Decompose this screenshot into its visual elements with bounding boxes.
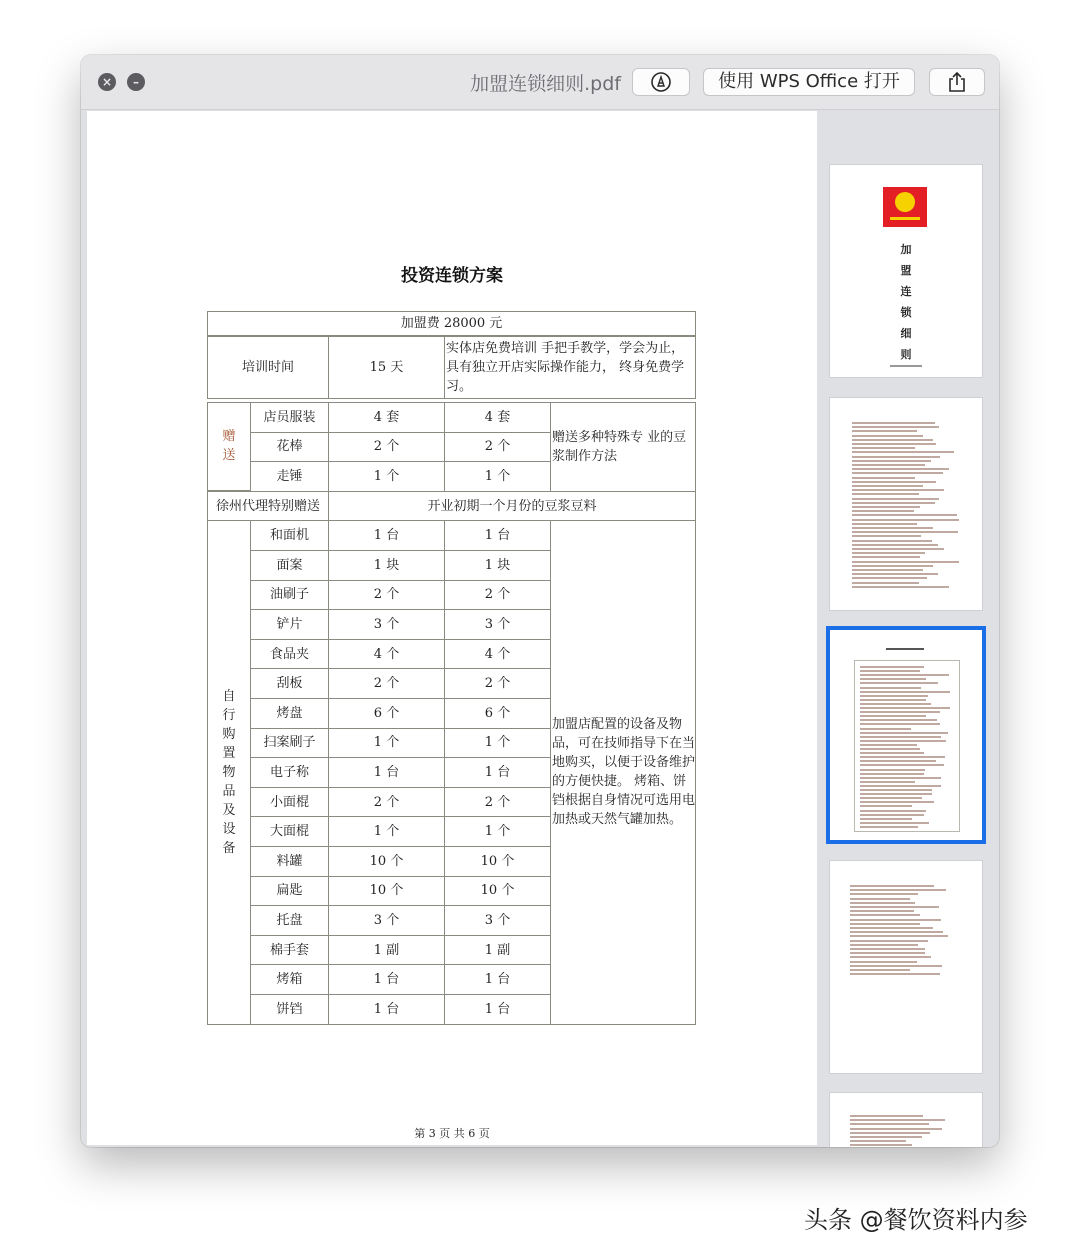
thumbnail-line bbox=[852, 514, 957, 516]
equipment-qty: 1 台 bbox=[444, 964, 551, 995]
gift-item-name: 店员服装 bbox=[250, 402, 329, 433]
thumbnail-line bbox=[860, 723, 940, 725]
thumbnail-line bbox=[852, 582, 919, 584]
equipment-qty: 1 台 bbox=[328, 994, 445, 1025]
thumbnail-line bbox=[850, 973, 940, 975]
equipment-qty: 2 个 bbox=[328, 668, 445, 699]
equipment-name: 烤箱 bbox=[250, 964, 329, 995]
thumbnail-line bbox=[850, 944, 918, 946]
thumbnail-line bbox=[852, 451, 954, 453]
gift-group-label bbox=[207, 402, 251, 491]
gift-item-qty: 1 个 bbox=[444, 461, 551, 492]
thumbnail-line bbox=[852, 556, 920, 558]
open-with-wps-button[interactable]: 使用 WPS Office 打开 bbox=[703, 68, 915, 96]
vertical-label-char: 赠 bbox=[222, 429, 236, 445]
thumbnail-line bbox=[860, 822, 929, 824]
equipment-qty: 10 个 bbox=[328, 876, 445, 907]
thumbnail-line bbox=[860, 703, 931, 705]
thumbnail-line bbox=[860, 773, 924, 775]
thumbnail-line bbox=[860, 818, 912, 820]
vertical-label-char: 备 bbox=[222, 840, 236, 856]
thumbnail-line bbox=[850, 961, 917, 963]
equipment-name: 小面棍 bbox=[250, 787, 329, 818]
gift-item-qty: 2 个 bbox=[444, 432, 551, 463]
thumbnail-title-char: 盟 bbox=[900, 264, 912, 277]
vertical-label-char: 购 bbox=[222, 726, 236, 742]
markup-pen-icon bbox=[650, 71, 672, 93]
equipment-name: 面案 bbox=[250, 550, 329, 581]
equipment-qty: 1 台 bbox=[328, 757, 445, 788]
equipment-qty: 2 个 bbox=[444, 580, 551, 611]
equipment-qty: 1 个 bbox=[328, 816, 445, 847]
thumbnail-line bbox=[852, 548, 944, 550]
vertical-label-char: 行 bbox=[222, 707, 236, 723]
self-group-label bbox=[207, 520, 251, 1024]
close-icon[interactable]: × bbox=[98, 73, 116, 91]
equipment-name: 油刷子 bbox=[250, 580, 329, 611]
vertical-label-char: 物 bbox=[222, 764, 236, 780]
thumbnail-line bbox=[860, 826, 918, 828]
thumbnail-line bbox=[860, 728, 911, 730]
thumbnail-line bbox=[852, 506, 920, 508]
thumbnail-line bbox=[852, 498, 939, 500]
window-title: 加盟连锁细则.pdf bbox=[470, 73, 621, 95]
vertical-label-char: 品 bbox=[222, 783, 236, 799]
thumbnail-line bbox=[852, 523, 917, 525]
thumbnail-line bbox=[860, 764, 944, 766]
thumbnail-line bbox=[860, 769, 925, 771]
equipment-qty: 3 个 bbox=[444, 905, 551, 936]
thumbnail-title-char: 连 bbox=[900, 285, 912, 298]
thumbnail-line bbox=[852, 535, 921, 537]
thumbnail-sidebar[interactable] bbox=[825, 109, 999, 1147]
thumbnail-line bbox=[860, 678, 926, 680]
gift-item-name: 走锤 bbox=[250, 461, 329, 492]
vertical-label-char: 设 bbox=[222, 821, 236, 837]
gift-item-qty: 1 个 bbox=[328, 461, 445, 492]
xuzhou-label: 徐州代理特别赠送 bbox=[207, 491, 329, 522]
thumbnail-line bbox=[852, 426, 939, 428]
thumbnail-page-2[interactable] bbox=[830, 398, 982, 610]
equipment-name: 扁匙 bbox=[250, 876, 329, 907]
thumbnail-line bbox=[850, 948, 925, 950]
thumbnail-line bbox=[860, 756, 945, 758]
thumbnail-page-3[interactable] bbox=[830, 630, 982, 840]
vertical-label-char: 及 bbox=[222, 802, 236, 818]
thumbnail-line bbox=[850, 923, 920, 925]
document-title: 投资连锁方案 bbox=[401, 266, 503, 286]
share-button[interactable] bbox=[929, 68, 985, 96]
thumbnail-line bbox=[852, 577, 927, 579]
thumbnail-line bbox=[860, 752, 924, 754]
thumbnail-line bbox=[850, 898, 910, 900]
equipment-name: 刮板 bbox=[250, 668, 329, 699]
thumbnail-line bbox=[852, 485, 923, 487]
thumbnail-line bbox=[860, 695, 928, 697]
thumbnail-line bbox=[860, 674, 949, 676]
equipment-qty: 1 副 bbox=[328, 935, 445, 966]
thumbnail-line bbox=[850, 1136, 922, 1138]
equipment-qty: 10 个 bbox=[328, 846, 445, 877]
thumbnail-line bbox=[850, 969, 910, 971]
equipment-qty: 3 个 bbox=[328, 905, 445, 936]
thumbnail-line bbox=[860, 814, 924, 816]
equipment-name: 扫案刷子 bbox=[250, 728, 329, 759]
thumbnail-title-char: 细 bbox=[900, 327, 912, 340]
equipment-name: 食品夹 bbox=[250, 639, 329, 670]
thumbnail-line bbox=[852, 422, 935, 424]
thumbnail-line bbox=[850, 914, 920, 916]
equipment-qty: 1 个 bbox=[444, 816, 551, 847]
thumbnail-line bbox=[860, 781, 915, 783]
thumbnail-line bbox=[850, 935, 948, 937]
thumbnail-line bbox=[860, 699, 926, 701]
thumbnail-line bbox=[850, 919, 941, 921]
training-description: 实体店免费培训 手把手教学，学会为止， 具有独立开店实际操作能力， 终身免费学习。 bbox=[444, 336, 696, 399]
thumbnail-line bbox=[850, 889, 946, 891]
thumbnail-line bbox=[860, 810, 926, 812]
equipment-qty: 3 个 bbox=[444, 609, 551, 640]
thumbnail-line bbox=[852, 489, 944, 491]
vertical-label-char: 置 bbox=[222, 745, 236, 761]
thumbnail-line bbox=[850, 1115, 923, 1117]
thumbnail-title-char: 锁 bbox=[900, 306, 912, 319]
gift-item-qty: 4 套 bbox=[444, 402, 551, 433]
equipment-qty: 1 块 bbox=[328, 550, 445, 581]
thumbnail-line bbox=[852, 439, 933, 441]
equipment-qty: 4 个 bbox=[444, 639, 551, 670]
thumbnail-line bbox=[860, 711, 940, 713]
thumbnail-line bbox=[850, 893, 918, 895]
thumbnail-line bbox=[850, 927, 933, 929]
thumbnail-line bbox=[852, 447, 915, 449]
equipment-qty: 1 台 bbox=[444, 994, 551, 1025]
equipment-qty: 10 个 bbox=[444, 846, 551, 877]
thumbnail-line bbox=[860, 707, 950, 709]
thumbnail-line bbox=[860, 666, 924, 668]
thumbnail-line bbox=[852, 519, 959, 521]
thumbnail-line bbox=[850, 910, 914, 912]
thumbnail-line bbox=[852, 435, 923, 437]
thumbnail-line bbox=[850, 931, 943, 933]
thumbnail-line bbox=[860, 682, 938, 684]
thumbnail-line bbox=[860, 744, 917, 746]
thumbnail-line bbox=[852, 468, 949, 470]
equipment-name: 铲片 bbox=[250, 609, 329, 640]
equipment-name: 烤盘 bbox=[250, 698, 329, 729]
training-label: 培训时间 bbox=[207, 336, 329, 399]
thumbnail-line bbox=[852, 502, 935, 504]
equipment-qty: 1 个 bbox=[328, 728, 445, 759]
gift-item-qty: 2 个 bbox=[328, 432, 445, 463]
equipment-qty: 1 台 bbox=[444, 757, 551, 788]
thumbnail-line bbox=[860, 760, 936, 762]
equipment-name: 电子称 bbox=[250, 757, 329, 788]
training-duration: 15 天 bbox=[328, 336, 445, 399]
equipment-qty: 10 个 bbox=[444, 876, 551, 907]
thumbnail-line bbox=[852, 527, 933, 529]
fee-row: 加盟费 28000 元 bbox=[207, 311, 696, 336]
share-icon bbox=[947, 71, 967, 93]
vertical-label-char: 自 bbox=[222, 688, 236, 704]
equipment-qty: 2 个 bbox=[328, 580, 445, 611]
watermark: 头条 @餐饮资料内参 bbox=[804, 1206, 1028, 1234]
thumbnail-line bbox=[852, 531, 958, 533]
equipment-qty: 1 副 bbox=[444, 935, 551, 966]
equipment-qty: 2 个 bbox=[444, 668, 551, 699]
thumbnail-line bbox=[860, 777, 941, 779]
xuzhou-value: 开业初期一个月份的豆浆豆料 bbox=[328, 491, 696, 522]
equipment-name: 饼铛 bbox=[250, 994, 329, 1025]
thumbnail-line bbox=[852, 544, 938, 546]
equipment-name: 和面机 bbox=[250, 520, 329, 551]
equipment-note: 加盟店配置的设备及物品，可在技师指导下在当地购买，以便于设备维护的方便快捷。 烤箱、饼铛根据自身情况可选用电加热或天然气罐加热。 bbox=[550, 520, 696, 1024]
thumbnail-line bbox=[852, 493, 919, 495]
thumbnail-line bbox=[850, 906, 939, 908]
thumbnail-line bbox=[850, 1144, 912, 1146]
equipment-name: 托盘 bbox=[250, 905, 329, 936]
pdf-preview-window bbox=[81, 55, 999, 1147]
equipment-qty: 1 个 bbox=[444, 728, 551, 759]
equipment-qty: 2 个 bbox=[444, 787, 551, 818]
thumbnail-line bbox=[850, 1132, 930, 1134]
thumbnail-line bbox=[852, 456, 940, 458]
thumbnail-line bbox=[852, 510, 914, 512]
gift-item-qty: 4 套 bbox=[328, 402, 445, 433]
thumbnail-line bbox=[860, 736, 941, 738]
thumbnail-line bbox=[852, 472, 943, 474]
equipment-name: 大面棍 bbox=[250, 816, 329, 847]
thumbnail-line bbox=[850, 940, 928, 942]
thumbnail-title-char: 加 bbox=[900, 243, 912, 256]
thumbnail-line bbox=[852, 561, 959, 563]
thumbnail-line bbox=[860, 732, 948, 734]
thumbnail-line bbox=[852, 464, 925, 466]
equipment-name: 棉手套 bbox=[250, 935, 329, 966]
thumbnail-line bbox=[850, 1119, 945, 1121]
thumbnail-title bbox=[830, 239, 982, 365]
equipment-qty: 2 个 bbox=[328, 787, 445, 818]
equipment-qty: 6 个 bbox=[328, 698, 445, 729]
thumbnail-line bbox=[852, 586, 949, 588]
equipment-qty: 1 块 bbox=[444, 550, 551, 581]
thumbnail-line bbox=[860, 719, 937, 721]
thumbnail-line bbox=[860, 687, 921, 689]
thumbnail-line bbox=[860, 801, 934, 803]
thumbnail-line bbox=[850, 1123, 929, 1125]
thumbnail-line bbox=[852, 430, 917, 432]
equipment-qty: 3 个 bbox=[328, 609, 445, 640]
gift-item-name: 花棒 bbox=[250, 432, 329, 463]
brand-logo bbox=[883, 187, 927, 227]
thumbnail-line bbox=[860, 793, 932, 795]
markup-button[interactable] bbox=[632, 68, 690, 96]
pdf-page bbox=[87, 111, 817, 1145]
thumbnail-line bbox=[852, 540, 932, 542]
thumbnail-page-1[interactable] bbox=[830, 165, 982, 377]
equipment-qty: 4 个 bbox=[328, 639, 445, 670]
thumbnail-line bbox=[852, 565, 933, 567]
thumbnail-line bbox=[850, 902, 915, 904]
thumbnail-line bbox=[860, 715, 926, 717]
thumbnail-line bbox=[860, 691, 950, 693]
thumbnail-page-5[interactable] bbox=[830, 1093, 982, 1147]
equipment-name: 料罐 bbox=[250, 846, 329, 877]
thumbnail-line bbox=[852, 481, 936, 483]
thumbnail-line bbox=[852, 477, 915, 479]
thumbnail-line bbox=[852, 552, 925, 554]
equipment-qty: 6 个 bbox=[444, 698, 551, 729]
thumbnail-page-4[interactable] bbox=[830, 861, 982, 1073]
page-footer: 第 3 页 共 6 页 bbox=[414, 1127, 490, 1140]
thumbnail-line bbox=[852, 569, 923, 571]
thumbnail-line bbox=[860, 748, 920, 750]
thumbnail-line bbox=[850, 952, 925, 954]
thumbnail-title-char: 则 bbox=[900, 348, 912, 361]
equipment-qty: 1 台 bbox=[328, 964, 445, 995]
thumbnail-line bbox=[860, 670, 920, 672]
thumbnail-line bbox=[850, 885, 934, 887]
thumbnail-line bbox=[852, 443, 936, 445]
thumbnail-line bbox=[850, 1140, 906, 1142]
vertical-label-char: 送 bbox=[222, 448, 236, 464]
thumbnail-line bbox=[850, 956, 931, 958]
thumbnail-line bbox=[860, 805, 912, 807]
thumbnail-line bbox=[860, 740, 946, 742]
thumbnail-line bbox=[860, 797, 922, 799]
thumbnail-line bbox=[860, 789, 932, 791]
thumbnail-line bbox=[850, 965, 942, 967]
gift-note: 赠送多种特殊专 业的豆浆制作方法 bbox=[550, 402, 696, 492]
thumbnail-line bbox=[852, 573, 938, 575]
thumbnail-line bbox=[860, 785, 941, 787]
thumbnail-line bbox=[850, 1128, 942, 1130]
thumbnail-line bbox=[852, 460, 931, 462]
minimize-icon[interactable]: – bbox=[127, 73, 145, 91]
equipment-qty: 1 台 bbox=[328, 520, 445, 551]
equipment-qty: 1 台 bbox=[444, 520, 551, 551]
title-bar bbox=[81, 55, 999, 110]
